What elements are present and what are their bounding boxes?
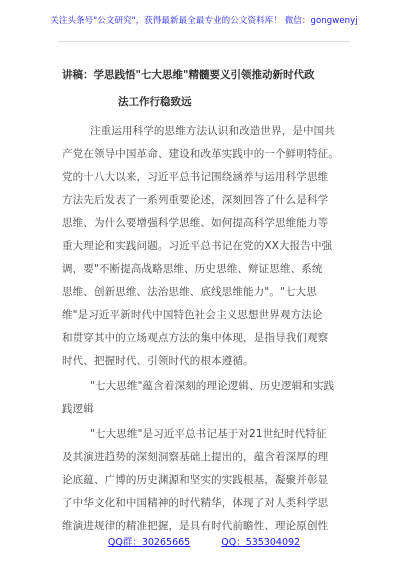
body-line: 论底蕴、广博的历史渊源和坚实的实践根基，凝聚并彰显 (62, 474, 329, 486)
document-title-line-1: 讲稿：学思践悟"七大思维"精髓要义引领推动新时代政 (62, 69, 315, 81)
body-line: 维"是习近平新时代中国特色社会主义思想世界观方法论 (62, 309, 323, 321)
body-line: 思维、为什么要增强科学思维、如何提高科学思维能力等 (62, 217, 329, 229)
section-heading-line: "七大思维"蕴含着深刻的理论逻辑、历史逻辑和实践 (90, 380, 335, 392)
section-heading-line: 践逻辑 (62, 403, 94, 415)
body-line: 思维、创新思维、法治思维、底线思维能力"。"七大思 (62, 286, 317, 298)
body-line: 了中华文化和中国精神的时代精华，体现了对人类科学思 (62, 497, 329, 509)
body-line: 及其演进趋势的深刻洞察基础上提出的，蕴含着深厚的理 (62, 451, 329, 463)
body-line: 和贯穿其中的立场观点方法的集中体现，是指导我们观察 (62, 332, 329, 344)
body-line: 重大理论和实践问题。习近平总书记在党的XX大报告中强 (62, 240, 333, 252)
body-line: 维演进规律的精准把握，是具有时代前瞻性、理论原创性 (62, 520, 329, 532)
body-line: "七大思维"是习近平总书记基于对21世纪时代特征 (90, 428, 327, 440)
body-line: 注重运用科学的思维方法认识和改造世界，是中国共 (90, 125, 335, 137)
header-divider (58, 41, 350, 42)
header-note: 关注头条号"公文研究"，获得最新最全最专业的公文资料库！ 微信：gongwenyj (50, 16, 358, 26)
footer-contact (0, 534, 408, 548)
body-line: 产党在领导中国革命、建设和改革实践中的一个鲜明特征。 (62, 148, 339, 160)
body-line: 方法先后发表了一系列重要论述，深刻回答了什么是科学 (62, 194, 329, 206)
body-line: 调，要"不断提高战略思维、历史思维、辩证思维、系统 (62, 263, 323, 275)
footer-qq: QQ：535304092 (221, 537, 301, 548)
document-title-line-2: 法工作行稳致远 (118, 96, 192, 108)
footer-qq-group: QQ群：30265665 (107, 537, 191, 548)
body-line: 时代、把握时代、引领时代的根本遵循。 (62, 355, 254, 367)
body-line: 党的十八大以来，习近平总书记围绕涵养与运用科学思维 (62, 171, 329, 183)
